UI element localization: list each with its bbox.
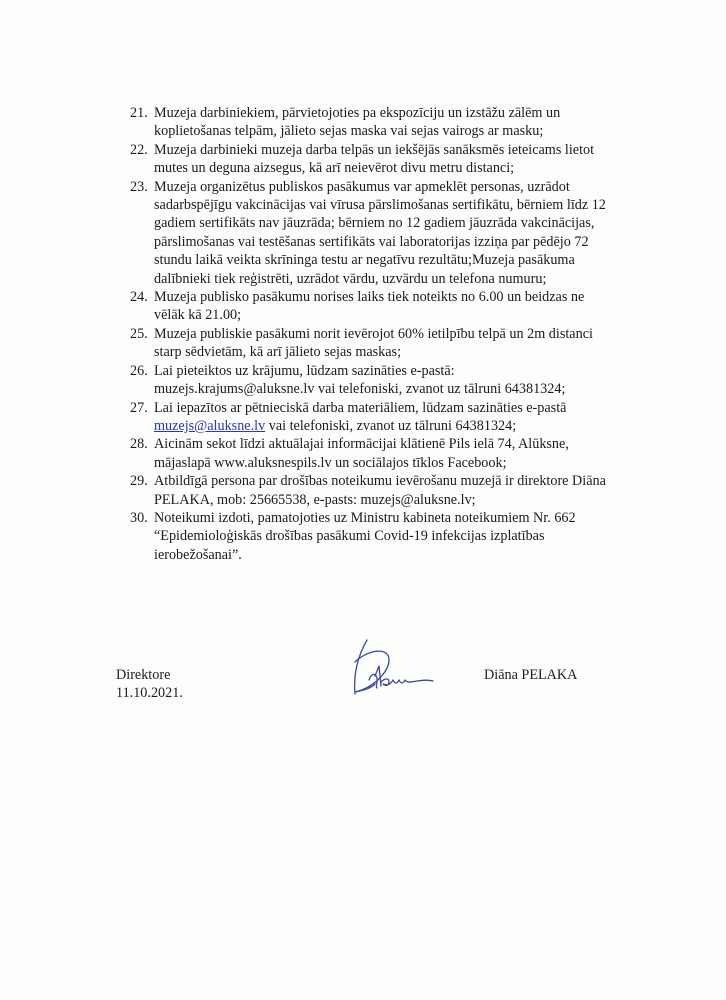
item-number: 24. bbox=[130, 289, 148, 306]
item-line-with-link bbox=[154, 417, 606, 435]
list-item bbox=[116, 509, 606, 564]
list-item bbox=[116, 362, 606, 399]
email-link[interactable]: muzejs@aluksne.lv bbox=[154, 417, 266, 434]
list-item bbox=[116, 178, 606, 288]
item-line: stundu laikā veikta skrīninga testu ar negatīvu rezultātu;Muzeja pasākuma bbox=[154, 252, 575, 269]
item-line: koplietošanas telpām, jālieto sejas maska vai sejas vairogs ar masku; bbox=[154, 123, 544, 140]
item-line: Lai iepazītos ar pētnieciskā darba materiāliem, lūdzam sazināties e-pastā bbox=[154, 399, 567, 416]
item-number: 30. bbox=[130, 509, 148, 526]
item-line: PELAKA, mob: 25665538, e-pasts: muzejs@aluksne.lv; bbox=[154, 491, 476, 508]
item-number: 28. bbox=[130, 436, 148, 453]
item-number: 25. bbox=[130, 325, 148, 342]
item-line: Atbildīgā persona par drošības noteikumu ievērošanu muzejā ir direktore Diāna bbox=[154, 473, 606, 490]
item-line: muzejs.krajums@aluksne.lv vai telefoniski, zvanot uz tālruni 64381324; bbox=[154, 381, 566, 398]
item-line: “Epidemioloģiskās drošības pasākumi Covid-19 infekcijas izplatības bbox=[154, 528, 545, 545]
document-date: 11.10.2021. bbox=[116, 685, 183, 701]
list-item bbox=[116, 472, 606, 509]
item-line: Aicinām sekot līdzi aktuālajai informācijai klātienē Pils ielā 74, Alūksne, bbox=[154, 436, 569, 453]
signer-name: Diāna PELAKA bbox=[484, 667, 578, 683]
item-line: gadiem sertifikāts nav jāuzrāda; bērniem no 12 gadiem jāuzrāda vakcinācijas, bbox=[154, 215, 595, 232]
item-line: Noteikumi izdoti, pamatojoties uz Ministru kabineta noteikumiem Nr. 662 bbox=[154, 509, 576, 526]
handwritten-signature bbox=[345, 636, 435, 700]
item-number: 29. bbox=[130, 473, 148, 490]
item-line: ierobežošanai”. bbox=[154, 546, 242, 563]
item-number: 22. bbox=[130, 141, 148, 158]
item-line: Muzeja organizētus publiskos pasākumus var apmeklēt personas, uzrādot bbox=[154, 178, 570, 195]
item-number: 21. bbox=[130, 105, 148, 121]
item-line: Muzeja darbiniekiem, pārvietojoties pa ekspozīciju un izstāžu zālēm un bbox=[154, 105, 561, 121]
item-line: Muzeja publisko pasākumu norises laiks tiek noteikts no 6.00 un beidzas ne bbox=[154, 289, 585, 306]
item-line: pārslimošanas vai testēšanas sertifikāts vai laboratorijas izziņa par pēdējo 72 bbox=[154, 233, 589, 250]
rules-list bbox=[116, 104, 606, 564]
list-item bbox=[116, 399, 606, 436]
item-line: starp sēdvietām, kā arī jālieto sejas maskas; bbox=[154, 344, 402, 361]
list-item bbox=[116, 104, 606, 141]
item-number: 26. bbox=[130, 362, 148, 379]
item-line: Muzeja darbinieki muzeja darba telpās un iekšējās sanāksmēs ieteicams lietot bbox=[154, 141, 595, 158]
item-line: vēlāk kā 21.00; bbox=[154, 307, 242, 324]
item-number: 23. bbox=[130, 178, 148, 195]
item-line: Muzeja publiskie pasākumi norit ievērojot 60% ietilpību telpā un 2m distanci bbox=[154, 325, 593, 342]
list-item bbox=[116, 435, 606, 472]
list-item bbox=[116, 141, 606, 178]
item-line: mutes un deguna aizsegus, kā arī neievērot divu metru distanci; bbox=[154, 160, 515, 177]
item-line: Lai pieteiktos uz krājumu, lūdzam sazināties e-pastā: bbox=[154, 362, 455, 379]
item-number: 27. bbox=[130, 399, 148, 416]
item-line-tail: vai telefoniski, zvanot uz tālruni 64381324; bbox=[265, 417, 517, 434]
item-line: mājaslapā www.aluksnespils.lv un sociālajos tīklos Facebook; bbox=[154, 454, 507, 471]
list-item bbox=[116, 325, 606, 362]
item-line: sadarbspējīgu vakcinācijas vai vīrusa pārslimošanas sertifikātu, bērniem līdz 12 bbox=[154, 197, 606, 214]
signer-role: Direktore bbox=[116, 667, 171, 683]
list-item bbox=[116, 288, 606, 325]
item-line: dalībnieki tiek reģistrēti, uzrādot vārdu, uzvārdu un telefona numuru; bbox=[154, 270, 547, 287]
